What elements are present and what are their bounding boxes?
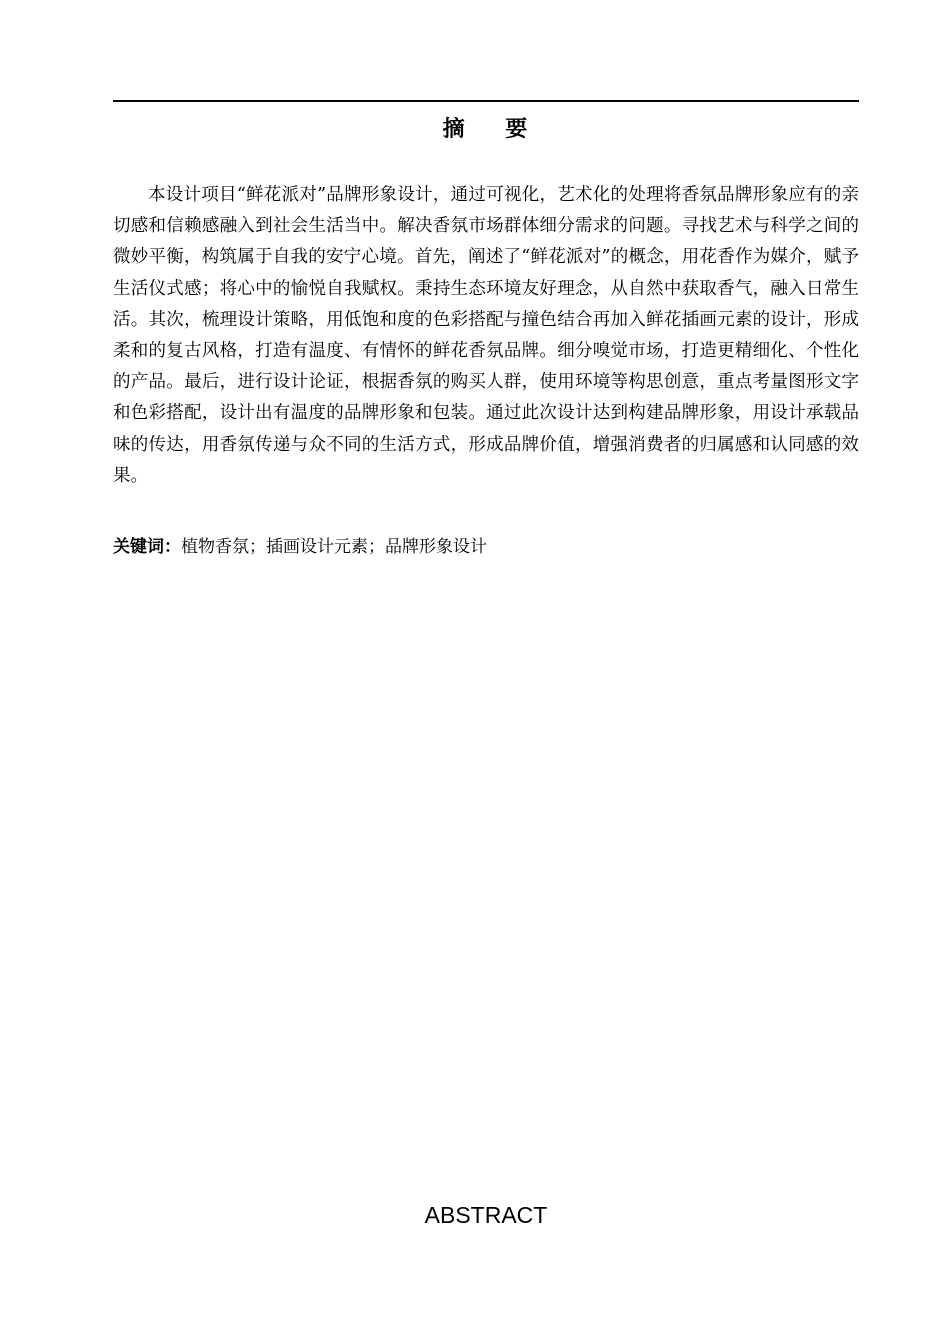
abstract-body: 本设计项目“鲜花派对”品牌形象设计，通过可视化，艺术化的处理将香氛品牌形象应有的亲切感和信赖感融入到社会生活当中。解决香氛市场群体细分需求的问题。寻找艺术与科学之间的微妙平衡，构筑属于自我的安宁心境。首先，阐述了“鲜花派对”的概念，用花香作为媒介，赋予生活仪式感；将心中的愉悦自我赋权。秉持生态环境友好理念，从自然中获取香气，融入日常生活。其次，梳理设计策略，用低饱和度的色彩搭配与撞色结合再加入鲜花插画元素的设计，形成柔和的复古风格，打造有温度、有情怀的鲜花香氛品牌。细分嗅觉市场，打造更精细化、个性化的产品。最后，进行设计论证，根据香氛的购买人群，使用环境等构思创意，重点考量图形文字和色彩搭配，设计出有温度的品牌形象和包装。通过此次设计达到构建品牌形象，用设计承载品味的传达，用香氛传递与众不同的生活方式，形成品牌价值，增强消费者的归属感和认同感的效果。 — [113, 185, 859, 486]
keywords-line — [113, 533, 859, 561]
keywords-text: 植物香氛；插画设计元素；品牌形象设计 — [181, 537, 487, 557]
abstract-title: 摘 要 — [442, 117, 530, 142]
english-abstract-title: ABSTRACT — [424, 1202, 548, 1228]
keywords-label: 关键词： — [113, 537, 181, 557]
header-rule — [113, 100, 859, 102]
